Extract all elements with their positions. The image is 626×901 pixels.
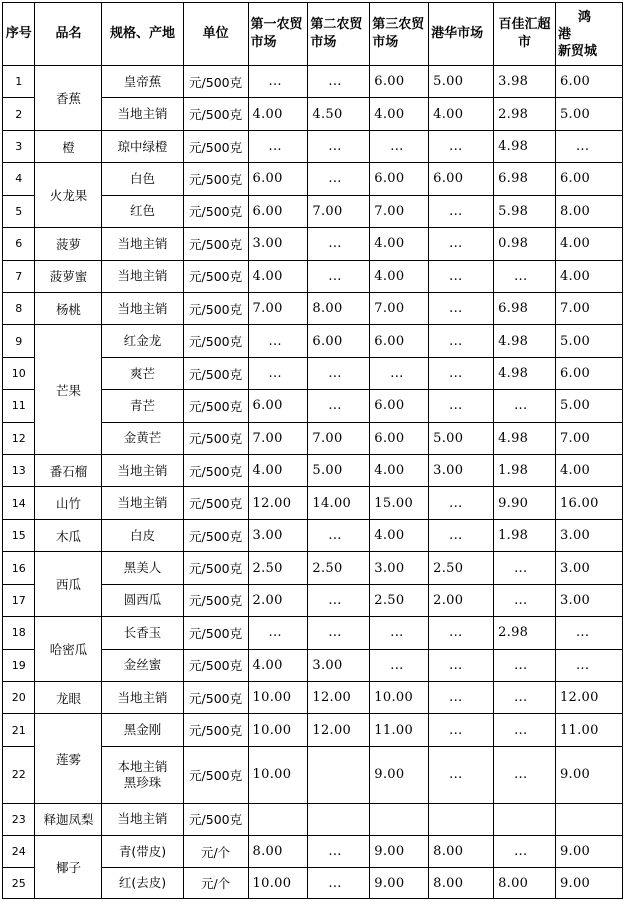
product-name: 菠萝蜜 (35, 260, 102, 292)
price-cell-market-3: ... (370, 130, 429, 162)
table-row (3, 519, 623, 551)
price-cell-market-5: ... (494, 746, 556, 803)
price-cell-market-5: 4.98 (494, 325, 556, 357)
price-cell-market-2: ... (308, 617, 370, 649)
price-unit: 元/500克 (183, 66, 248, 98)
price-cell-market-1: 8.00 (248, 836, 308, 868)
price-cell-market-5: ... (494, 552, 556, 584)
price-cell-market-4: ... (429, 746, 494, 803)
price-cell-market-1: 6.00 (248, 390, 308, 422)
product-name: 龙眼 (35, 682, 102, 714)
price-unit: 元/500克 (183, 195, 248, 227)
price-cell-market-1: 6.00 (248, 163, 308, 195)
price-unit: 元/500克 (183, 260, 248, 292)
price-cell-market-5: 6.98 (494, 163, 556, 195)
product-spec: 黑金刚 (102, 714, 183, 746)
price-cell-market-1: 4.00 (248, 98, 308, 130)
price-cell-market-3: 6.00 (370, 325, 429, 357)
price-unit: 元/500克 (183, 746, 248, 803)
table-row (3, 682, 623, 714)
price-cell-market-2: 4.50 (308, 98, 370, 130)
product-name: 菠萝 (35, 228, 102, 260)
price-cell-market-1: 12.00 (248, 487, 308, 519)
header-market-4: 港华市场 (429, 3, 494, 66)
product-spec: 红色 (102, 195, 183, 227)
table-row (3, 66, 623, 98)
price-cell-market-1: 4.00 (248, 455, 308, 487)
price-cell-market-6: 9.00 (555, 836, 622, 868)
price-cell-market-5: 5.98 (494, 195, 556, 227)
product-spec: 当地主销 (102, 98, 183, 130)
price-cell-market-3: 11.00 (370, 714, 429, 746)
price-cell-market-4: ... (429, 682, 494, 714)
product-name: 番石榴 (35, 455, 102, 487)
price-cell-market-3: 6.00 (370, 163, 429, 195)
price-cell-market-6: 3.00 (555, 552, 622, 584)
row-seq: 23 (3, 803, 35, 835)
price-cell-market-2: 12.00 (308, 682, 370, 714)
price-cell-market-3: 9.00 (370, 836, 429, 868)
price-cell-market-4: 5.00 (429, 66, 494, 98)
price-cell-market-6: 5.00 (555, 98, 622, 130)
product-name: 杨桃 (35, 292, 102, 324)
row-seq: 15 (3, 519, 35, 551)
product-name: 火龙果 (35, 163, 102, 228)
price-cell-market-1: 3.00 (248, 519, 308, 551)
price-unit: 元/500克 (183, 617, 248, 649)
row-seq: 5 (3, 195, 35, 227)
price-unit: 元/500克 (183, 228, 248, 260)
price-cell-market-2: ... (308, 836, 370, 868)
price-cell-market-6: 4.00 (555, 228, 622, 260)
price-cell-market-5: ... (494, 649, 556, 681)
table-row (3, 130, 623, 162)
product-spec: 金黄芒 (102, 422, 183, 454)
product-spec: 圆西瓜 (102, 584, 183, 616)
price-cell-market-4: ... (429, 260, 494, 292)
price-cell-market-3: 6.00 (370, 390, 429, 422)
product-spec: 当地主销 (102, 682, 183, 714)
price-cell-market-5: 8.00 (494, 868, 556, 899)
price-cell-market-2: 12.00 (308, 714, 370, 746)
price-cell-market-4: ... (429, 487, 494, 519)
price-cell-market-4: 3.00 (429, 455, 494, 487)
price-cell-market-6: ... (555, 130, 622, 162)
product-spec: 当地主销 (102, 260, 183, 292)
product-spec: 白皮 (102, 519, 183, 551)
table-row (3, 617, 623, 649)
price-cell-market-1: ... (248, 325, 308, 357)
product-name: 椰子 (35, 836, 102, 899)
row-seq: 24 (3, 836, 35, 868)
price-cell-market-2: 7.00 (308, 422, 370, 454)
price-cell-market-4: ... (429, 292, 494, 324)
price-cell-market-3: 15.00 (370, 487, 429, 519)
price-cell-market-4 (429, 803, 494, 835)
price-unit: 元/500克 (183, 130, 248, 162)
price-cell-market-1: 3.00 (248, 228, 308, 260)
price-cell-market-1: 10.00 (248, 682, 308, 714)
table-row (3, 292, 623, 324)
price-cell-market-3: 4.00 (370, 519, 429, 551)
row-seq: 9 (3, 325, 35, 357)
price-unit: 元/500克 (183, 487, 248, 519)
product-spec: 青芒 (102, 390, 183, 422)
table-row (3, 260, 623, 292)
row-seq: 10 (3, 357, 35, 389)
product-spec: 青(带皮) (102, 836, 183, 868)
price-cell-market-6: 16.00 (555, 487, 622, 519)
price-cell-market-5: 9.90 (494, 487, 556, 519)
price-cell-market-1: 2.50 (248, 552, 308, 584)
price-cell-market-6: 7.00 (555, 422, 622, 454)
product-spec: 当地主销 (102, 228, 183, 260)
price-unit: 元/500克 (183, 649, 248, 681)
price-cell-market-5: 6.98 (494, 292, 556, 324)
row-seq: 16 (3, 552, 35, 584)
price-cell-market-4: ... (429, 390, 494, 422)
price-cell-market-5: 3.98 (494, 66, 556, 98)
header-market-6: 鸿 港 新贸城 (555, 3, 622, 66)
price-cell-market-3: 4.00 (370, 455, 429, 487)
price-cell-market-3: 4.00 (370, 98, 429, 130)
price-cell-market-6: 8.00 (555, 195, 622, 227)
price-cell-market-6: 6.00 (555, 66, 622, 98)
price-cell-market-3: 9.00 (370, 746, 429, 803)
price-cell-market-2: ... (308, 163, 370, 195)
price-cell-market-3: ... (370, 649, 429, 681)
price-unit: 元/500克 (183, 98, 248, 130)
price-cell-market-6: 5.00 (555, 325, 622, 357)
price-cell-market-6: 4.00 (555, 260, 622, 292)
price-cell-market-3: ... (370, 617, 429, 649)
price-cell-market-6: 11.00 (555, 714, 622, 746)
price-cell-market-5: 4.98 (494, 357, 556, 389)
price-cell-market-2 (308, 803, 370, 835)
price-unit: 元/500克 (183, 390, 248, 422)
price-cell-market-4: 4.00 (429, 98, 494, 130)
price-unit: 元/500克 (183, 714, 248, 746)
row-seq: 2 (3, 98, 35, 130)
price-unit: 元/500克 (183, 519, 248, 551)
price-cell-market-6: 6.00 (555, 163, 622, 195)
table-row (3, 455, 623, 487)
table-row (3, 325, 623, 357)
price-cell-market-5: ... (494, 260, 556, 292)
price-cell-market-5: ... (494, 682, 556, 714)
product-spec: 白色 (102, 163, 183, 195)
price-cell-market-2: 5.00 (308, 455, 370, 487)
price-cell-market-3: 6.00 (370, 422, 429, 454)
price-cell-market-5: ... (494, 714, 556, 746)
row-seq: 12 (3, 422, 35, 454)
price-cell-market-5: 1.98 (494, 455, 556, 487)
table-row (3, 714, 623, 746)
header-seq: 序号 (3, 3, 35, 66)
product-name: 山竹 (35, 487, 102, 519)
price-cell-market-3: 2.50 (370, 584, 429, 616)
table-row (3, 836, 623, 868)
price-cell-market-2 (308, 746, 370, 803)
price-cell-market-5: 2.98 (494, 617, 556, 649)
price-cell-market-3 (370, 803, 429, 835)
product-name: 芒果 (35, 325, 102, 455)
price-cell-market-3: 10.00 (370, 682, 429, 714)
price-cell-market-4: ... (429, 617, 494, 649)
price-cell-market-6: 3.00 (555, 519, 622, 551)
price-cell-market-2: ... (308, 390, 370, 422)
price-cell-market-3: 9.00 (370, 868, 429, 899)
price-unit: 元/个 (183, 836, 248, 868)
price-unit: 元/500克 (183, 325, 248, 357)
price-unit: 元/500克 (183, 163, 248, 195)
product-name: 哈密瓜 (35, 617, 102, 682)
price-cell-market-4: ... (429, 649, 494, 681)
product-name: 释迦凤梨 (35, 803, 102, 835)
price-cell-market-5: 4.98 (494, 422, 556, 454)
price-cell-market-5: 0.98 (494, 228, 556, 260)
price-unit: 元/个 (183, 868, 248, 899)
price-cell-market-5: ... (494, 584, 556, 616)
price-cell-market-4: ... (429, 325, 494, 357)
price-unit: 元/500克 (183, 803, 248, 835)
price-cell-market-5: 2.98 (494, 98, 556, 130)
price-cell-market-1 (248, 803, 308, 835)
product-spec: 当地主销 (102, 803, 183, 835)
product-name: 莲雾 (35, 714, 102, 803)
price-cell-market-6: 12.00 (555, 682, 622, 714)
price-cell-market-3: 4.00 (370, 228, 429, 260)
price-cell-market-1: 4.00 (248, 649, 308, 681)
price-unit: 元/500克 (183, 455, 248, 487)
header-market-1: 第一农贸 市场 (248, 3, 308, 66)
price-cell-market-3: ... (370, 357, 429, 389)
row-seq: 3 (3, 130, 35, 162)
price-cell-market-6: 4.00 (555, 455, 622, 487)
product-name: 西瓜 (35, 552, 102, 617)
price-cell-market-3: 7.00 (370, 292, 429, 324)
price-cell-market-5: ... (494, 390, 556, 422)
price-cell-market-2: 3.00 (308, 649, 370, 681)
price-cell-market-2: 6.00 (308, 325, 370, 357)
product-spec: 皇帝蕉 (102, 66, 183, 98)
price-cell-market-4: 8.00 (429, 836, 494, 868)
product-spec: 黑美人 (102, 552, 183, 584)
price-cell-market-1: ... (248, 357, 308, 389)
product-name: 橙 (35, 130, 102, 162)
price-cell-market-2: 14.00 (308, 487, 370, 519)
price-cell-market-1: 10.00 (248, 868, 308, 899)
product-spec: 当地主销 (102, 487, 183, 519)
price-cell-market-1: 6.00 (248, 195, 308, 227)
table-row (3, 228, 623, 260)
row-seq: 8 (3, 292, 35, 324)
row-seq: 14 (3, 487, 35, 519)
price-cell-market-2: 7.00 (308, 195, 370, 227)
row-seq: 7 (3, 260, 35, 292)
product-spec: 当地主销 (102, 292, 183, 324)
price-cell-market-1: ... (248, 617, 308, 649)
header-row (3, 3, 623, 66)
price-cell-market-5: ... (494, 836, 556, 868)
price-cell-market-2: ... (308, 228, 370, 260)
product-spec: 金丝蜜 (102, 649, 183, 681)
price-cell-market-2: ... (308, 584, 370, 616)
price-cell-market-6: 6.00 (555, 357, 622, 389)
price-cell-market-1: 7.00 (248, 292, 308, 324)
price-cell-market-5: 1.98 (494, 519, 556, 551)
price-unit: 元/500克 (183, 292, 248, 324)
price-unit: 元/500克 (183, 357, 248, 389)
row-seq: 17 (3, 584, 35, 616)
product-name: 木瓜 (35, 519, 102, 551)
header-spec: 规格、产地 (102, 3, 183, 66)
price-unit: 元/500克 (183, 584, 248, 616)
row-seq: 18 (3, 617, 35, 649)
row-seq: 19 (3, 649, 35, 681)
product-spec: 爽芒 (102, 357, 183, 389)
row-seq: 6 (3, 228, 35, 260)
price-unit: 元/500克 (183, 552, 248, 584)
price-cell-market-3: 3.00 (370, 552, 429, 584)
product-spec: 当地主销 (102, 455, 183, 487)
price-cell-market-1: 7.00 (248, 422, 308, 454)
price-cell-market-6: ... (555, 617, 622, 649)
price-cell-market-5: 4.98 (494, 130, 556, 162)
header-market-2: 第二农贸 市场 (308, 3, 370, 66)
price-cell-market-6: 7.00 (555, 292, 622, 324)
price-unit: 元/500克 (183, 682, 248, 714)
price-cell-market-2: 2.50 (308, 552, 370, 584)
product-name: 香蕉 (35, 66, 102, 131)
price-cell-market-2: 8.00 (308, 292, 370, 324)
product-spec: 长香玉 (102, 617, 183, 649)
header-unit: 单位 (183, 3, 248, 66)
price-cell-market-6: ... (555, 649, 622, 681)
price-cell-market-1: ... (248, 66, 308, 98)
price-cell-market-4: 2.00 (429, 584, 494, 616)
row-seq: 25 (3, 868, 35, 899)
price-cell-market-3: 4.00 (370, 260, 429, 292)
table-row (3, 552, 623, 584)
price-cell-market-2: ... (308, 130, 370, 162)
row-seq: 13 (3, 455, 35, 487)
row-seq: 4 (3, 163, 35, 195)
price-cell-market-6 (555, 803, 622, 835)
price-cell-market-1: 10.00 (248, 746, 308, 803)
row-seq: 22 (3, 746, 35, 803)
product-spec: 琼中绿橙 (102, 130, 183, 162)
price-cell-market-4: ... (429, 195, 494, 227)
table-row (3, 487, 623, 519)
price-cell-market-1: 2.00 (248, 584, 308, 616)
row-seq: 20 (3, 682, 35, 714)
price-cell-market-4: ... (429, 130, 494, 162)
price-unit: 元/500克 (183, 422, 248, 454)
header-market-3: 第三农贸 市场 (370, 3, 429, 66)
row-seq: 11 (3, 390, 35, 422)
price-cell-market-2: ... (308, 519, 370, 551)
price-cell-market-6: 3.00 (555, 584, 622, 616)
price-cell-market-4: ... (429, 357, 494, 389)
price-cell-market-2: ... (308, 868, 370, 899)
price-cell-market-4: 8.00 (429, 868, 494, 899)
price-cell-market-4: 5.00 (429, 422, 494, 454)
header-name: 品名 (35, 3, 102, 66)
table-row (3, 803, 623, 835)
price-cell-market-4: 6.00 (429, 163, 494, 195)
product-spec: 红金龙 (102, 325, 183, 357)
price-cell-market-2: ... (308, 357, 370, 389)
price-cell-market-3: 7.00 (370, 195, 429, 227)
row-seq: 1 (3, 66, 35, 98)
price-cell-market-1: 4.00 (248, 260, 308, 292)
price-cell-market-6: 9.00 (555, 746, 622, 803)
price-cell-market-4: ... (429, 519, 494, 551)
price-cell-market-4: ... (429, 714, 494, 746)
price-table (2, 2, 623, 899)
price-cell-market-5 (494, 803, 556, 835)
price-cell-market-3: 6.00 (370, 66, 429, 98)
product-spec: 本地主销 黑珍珠 (102, 746, 183, 803)
price-cell-market-6: 5.00 (555, 390, 622, 422)
price-cell-market-2: ... (308, 66, 370, 98)
product-spec: 红(去皮) (102, 868, 183, 899)
price-cell-market-1: ... (248, 130, 308, 162)
row-seq: 21 (3, 714, 35, 746)
price-cell-market-1: 10.00 (248, 714, 308, 746)
price-cell-market-4: ... (429, 228, 494, 260)
table-row (3, 163, 623, 195)
price-cell-market-6: 9.00 (555, 868, 622, 899)
price-cell-market-2: ... (308, 260, 370, 292)
price-cell-market-4: 2.50 (429, 552, 494, 584)
header-market-5: 百佳汇超 市 (494, 3, 556, 66)
